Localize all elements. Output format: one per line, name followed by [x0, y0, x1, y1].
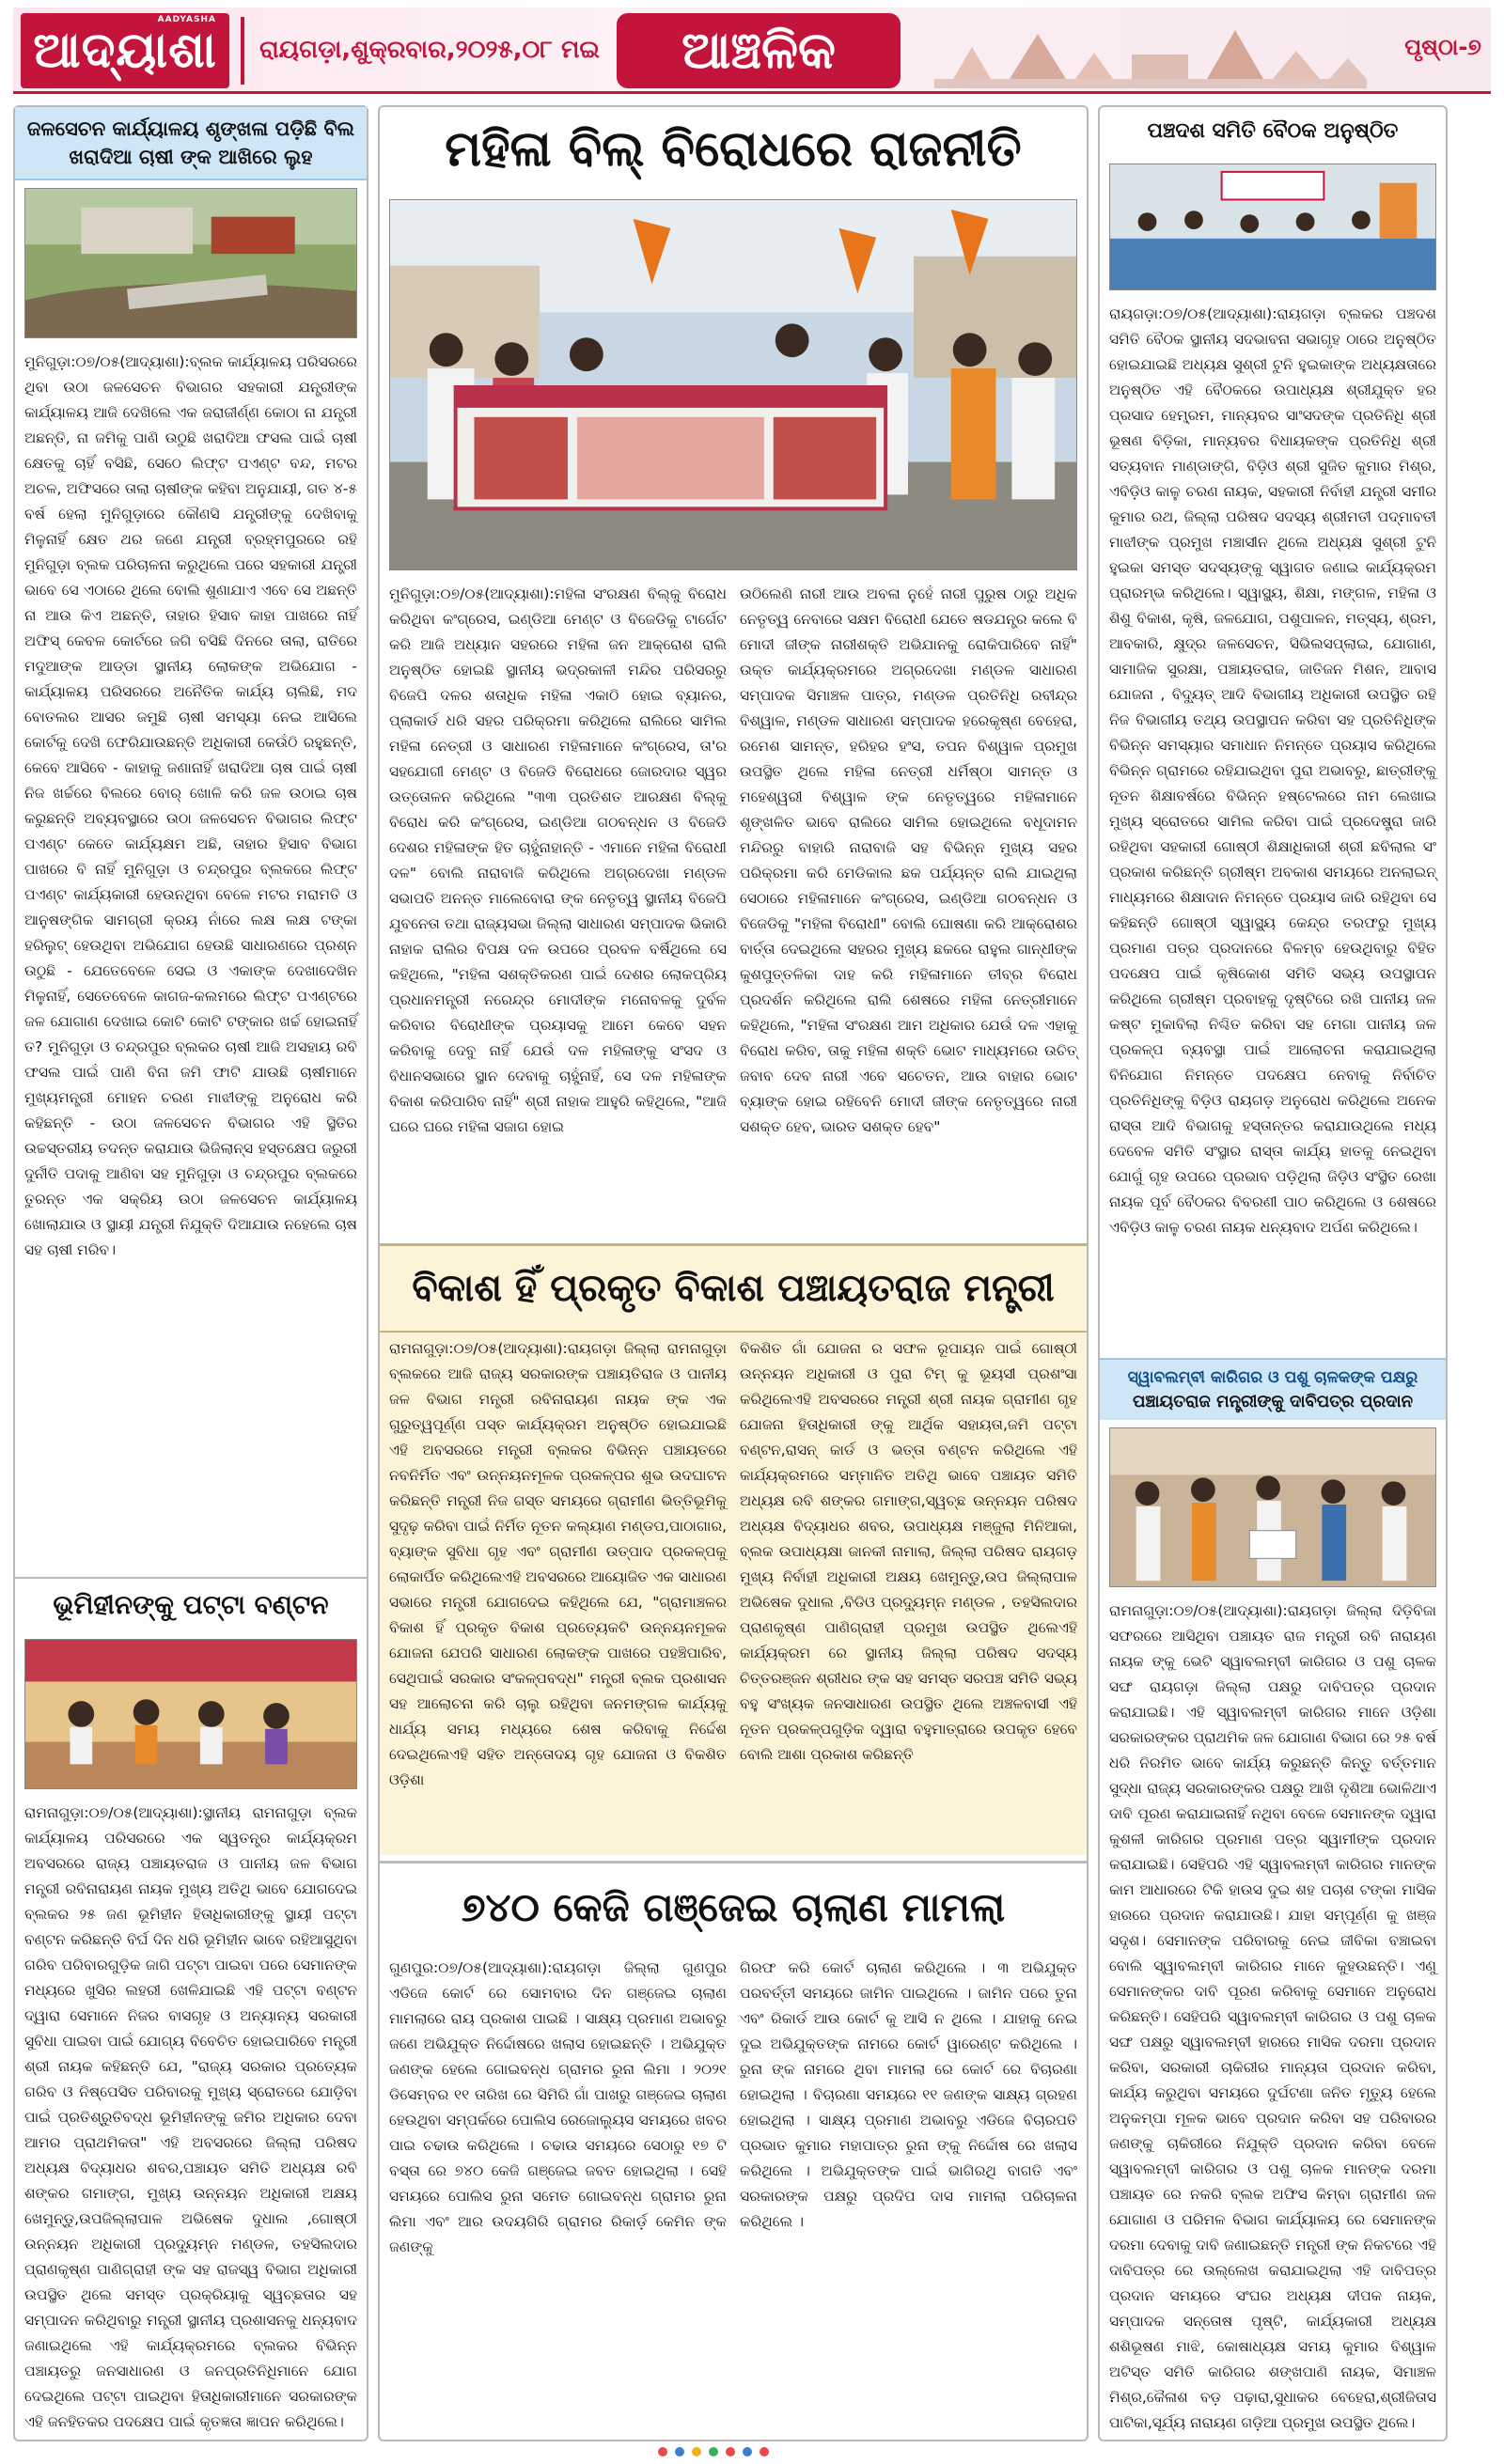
story-development-body-right: ବିକଶିତ ଗାଁ ଯୋଜନା ର ସଫଳ ରୂପାୟନ ପାଇଁ ଗୋଷ୍ଠୀ ଉନ୍ନୟନ ଅଧିକାରୀ ଓ ପୁରା ଟିମ୍ କୁ ଭୂୟସୀ ପ୍ରଶଂସା କରିଥିଲେଏହି ଅବସରରେ ମନ୍ତ୍ରୀ ଶ୍ରୀ ନାୟକ ଗ୍ରାମୀଣ ଗୃହ ଯୋଜନା ହିତାଧିକାରୀ ଙ୍କୁ ଆର୍ଥିକ ସହାୟତା,ଜମି ପଟ୍ଟା ବଣ୍ଟନ,ରାସନ୍ କାର୍ଡ ଓ ଭତ୍ତା ବଣ୍ଟନ କରିଥିଲେ ଏହି କାର୍ଯ୍ୟକ୍ରମରେ ସମ୍ମାନିତ ଅତିଥି ଭାବେ ପଞ୍ଚାୟତ ସମିତି ଅଧ୍ୟକ୍ଷ ରବି ଶଙ୍କର ଗମାଙ୍ଗ,ସ୍ୱଚ୍ଛ ଉନ୍ନୟନ ପରିଷଦ ଅଧ୍ୟକ୍ଷ ବିଦ୍ୟାଧର ଶବର, ଉପାଧ୍ୟକ୍ଷ ମଞ୍ଜୁଲା ମିନିଆକା, ବ୍ଲକ ଉପାଧ୍ୟକ୍ଷା ଜାନକୀ ନାମାଲା, ଜିଲ୍ଲା ପରିଷଦ ରାୟଗଡ଼ ମୁଖ୍ୟ ନିର୍ବାହୀ ଅଧିକାରୀ ଅକ୍ଷୟ ଖେମୁନ୍ଡୁ,ଉପ ଜିଲ୍ଲାପାଳ ଅଭିଷେକ ଦୁଧାଲ ,ବିଡିଓ ପ୍ରଦ୍ୟୁମ୍ନ ମଣ୍ଡଳ , ତହସିଲଦାର ପ୍ରାଣକୃଷ୍ଣ ପାଣିଗ୍ରାହୀ ପ୍ରମୁଖ ଉପସ୍ଥିତ ଥିଲେଏହି କାର୍ଯ୍ୟକ୍ରମ ରେ ସ୍ଥାନୀୟ ଜିଲ୍ଲା ପରିଷଦ ସଦସ୍ୟ ଚିତ୍ତରଞ୍ଜନ ଶ୍ରୀଧର ଙ୍କ ସହ ସମସ୍ତ ସରପଞ୍ଚ ସମିତି ସଭ୍ୟ ବହୁ ସଂଖ୍ୟକ ଜନସାଧାରଣ ଉପସ୍ଥିତ ଥିଲେ ଅଞ୍ଚଳବାସୀ ଏହି ନୂତନ ପ୍ରକଳ୍ପଗୁଡ଼ିକ ଦ୍ୱାରା ବହୁମାତ୍ରାରେ ଉପକୃତ ହେବେ ବୋଲି ଆଶା ପ୍ରକାଶ କରିଛନ୍ତି — [740, 1340, 1077, 1763]
headline-land-patta: ଭୂମିହୀନଙ୍କୁ ପଟ୍ଟା ବଣ୍ଟନ — [15, 1577, 367, 1631]
broken-canal-photo-icon — [24, 188, 357, 338]
headline-panchayat-meeting: ପଞ୍ଚଦଶ ସମିତି ବୈଠକ ଅନୁଷ୍ଠିତ — [1147, 119, 1399, 143]
headline-memorandum-top: ସ୍ୱାବଲମ୍ବୀ କାରିଗର ଓ ପଶୁ ଚାଳକଙ୍କ ପକ୍ଷରୁ — [1127, 1368, 1418, 1387]
story-irrigation-body: ମୁନିଗୁଡ଼ା:୦୭/୦୫(ଆଦ୍ୟାଶା):ବ୍ଲକ କାର୍ଯ୍ୟାଳୟ ପରିସରରେ ଥିବା ଉଠା ଜଳସେଚନ ବିଭାଗର ସହକାରୀ ଯନ୍ତ୍ରୀଙ୍କ କାର୍ଯ୍ୟାଳୟ ଆଜି ଦେଖିଲେ ଏକ ଜରାଜୀର୍ଣ୍ଣ କୋଠା ନା ଯନ୍ତ୍ରୀ ଅଛନ୍ତି, ନା ଜମିକୁ ପାଣି ଉଠୁଛି ଖରାଦିଆ ଫସଲ ପାଇଁ ଚାଷୀ କ୍ଷେତକୁ ଚାହିଁ ବସିଛି, ସେଠେ ଲିଫ୍ଟ ପଏଣ୍ଟ ବନ୍ଦ, ମଟର ଅଚଳ, ଅଫିସରେ ତାଲା ଚାଷୀଙ୍କ କହିବା ଅନୁଯାୟୀ, ଗତ ୪-୫ ବର୍ଷ ହେଲା ମୁନିଗୁଡ଼ାରେ କୌଣସି ଯନ୍ତ୍ରୀଙ୍କୁ ଦେଖିବାକୁ ମିଳୁନାହିଁ କ୍ଷେତ ଥର ଜଣେ ଯନ୍ତ୍ରୀ ବ୍ରହ୍ମପୁରରେ ରହି ମୁନିଗୁଡ଼ା ବ୍ଲକ ପରିଚାଳନା କରୁଥିଲେ ପରେ ସହକାରୀ ଯନ୍ତ୍ରୀ ଭାବେ ସେ ଏଠାରେ ଥିଲେ ବୋଲି ଶୁଣାଯାଏ ଏବେ ସେ ଅଛନ୍ତି ନା ଆଉ କିଏ ଅଛନ୍ତି, ତାହାର ହିସାବ କାହା ପାଖରେ ନାହିଁ ଅଫିସ୍ କେବଳ କୋର୍ଟରେ ଜଗି ବସିଛି ଦିନରେ ତାଲା, ରାତିରେ ମଦୁଆଙ୍କ ଆଡ୍ଡା ସ୍ଥାନୀୟ ଲୋକଙ୍କ ଅଭିଯୋଗ - କାର୍ଯ୍ୟାଳୟ ପରିସରରେ ଅନୈତିକ କାର୍ଯ୍ୟ ଚାଲିଛି, ମଦ ବୋତଲର ଆସର ଜମୁଛି ଚାଷୀ ସମସ୍ୟା ନେଇ ଆସିଲେ କୋର୍ଟକୁ ଦେଖି ଫେରିଯାଉଛନ୍ତି ଅଧିକାରୀ କେଉଁଠି ରହୁଛନ୍ତି, କେବେ ଆସିବେ - କାହାକୁ ଜଣାନାହିଁ ଖରାଦିଆ ଚାଷ ପାଇଁ ଚାଷୀ ନିଜ ଖର୍ଚ୍ଚରେ ବିଲରେ ବୋର୍ ଖୋଳି କରି ଜଳ ଉଠାଇ ଚାଷ କରୁଛନ୍ତି ଅବ୍ୟବସ୍ଥାରେ ଉଠା ଜଳସେଚନ ବିଭାଗର ଲିଫ୍ଟ ପଏଣ୍ଟ କେତେ କାର୍ଯ୍ୟକ୍ଷମ ଅଛି, ତାହାର ହିସାବ ବିଭାଗ ପାଖରେ ବି ନାହିଁ ମୁନିଗୁଡ଼ା ଓ ଚନ୍ଦ୍ରପୁର ବ୍ଲକରେ ଲିଫ୍ଟ ପଏଣ୍ଟ କାର୍ଯ୍ୟକାରୀ ହେଉନଥିବା ବେଳେ ମଟର ମରାମତି ଓ ଆନୁଷଙ୍ଗିକ ସାମଗ୍ରୀ କ୍ରୟ ନାଁରେ ଲକ୍ଷ ଲକ୍ଷ ଟଙ୍କା ହରିଲୁଟ୍ ହେଉଥିବା ଅଭିଯୋଗ ହେଉଛି ସାଧାରଣରେ ପ୍ରଶ୍ନ ଉଠୁଛି - ଯେତେବେଳେ ସେଇ ଓ ଏକାଙ୍କ ଦେଖାଦେଖିନ ମିଳୁନାହିଁ, ସେତେବେଳେ କାଗଜ-କଲମରେ ଲିଫ୍ଟ ପଏଣ୍ଟରେ ଜଳ ଯୋଗାଣ ଦେଖାଇ କୋଟି କୋଟି ଟଙ୍କାର ଖର୍ଚ୍ଚ ହୋଇନାହିଁ ତ? ମୁନିଗୁଡ଼ା ଓ ଚନ୍ଦ୍ରପୁର ବ୍ଲକର ଚାଷୀ ଆଜି ଅସହାୟ ରବି ଫସଲ ପାଇଁ ପାଣି ବିନା ଜମି ଫାଟି ଯାଉଛି ଚାଷୀମାନେ ମୁଖ୍ୟମନ୍ତ୍ରୀ ମୋହନ ଚରଣ ମାଝୀଙ୍କୁ ଅନୁରୋଧ କରି କହିଛନ୍ତି - ଉଠା ଜଳସେଚନ ବିଭାଗର ଏହି ସ୍ଥିତିର ଉଚ୍ଚସ୍ତରୀୟ ତଦନ୍ତ କରାଯାଉ ଭିଜିଲାନ୍ସ ହସ୍ତକ୍ଷେପ ଜରୁରୀ ଦୁର୍ନୀତି ପଦାକୁ ଆଣିବା ସହ ମୁନିଗୁଡ଼ା ଓ ଚନ୍ଦ୍ରପୁର ବ୍ଲକରେ ତୁରନ୍ତ ଏକ ସକ୍ରିୟ ଉଠା ଜଳସେଚନ କାର୍ଯ୍ୟାଳୟ ଖୋଲାଯାଉ ଓ ସ୍ଥାୟୀ ଯନ୍ତ୍ରୀ ନିଯୁକ୍ତି ଦିଆଯାଉ ନହେଲେ ଚାଷ ସହ ଚାଷୀ ମରିବ। — [24, 353, 357, 1258]
memorandum-headline-box — [1100, 1358, 1446, 1420]
story-panchayat-meeting-body: ରାୟଗଡ଼ା:୦୭/୦୫(ଆଦ୍ୟାଶା):ରାୟଗଡ଼ା ବ୍ଲକର ପଞ୍ଚଦଶ ସମିତି ବୈଠକ ସ୍ଥାନୀୟ ସଦଭାବନା ସଭାଗୃହ ଠାରେ ଅନୁଷ୍ଠିତ ହୋଇଯାଇଛି ଅଧ୍ୟକ୍ଷ ସୁଶ୍ରୀ ଟୁନି ହୁଇକାଙ୍କ ଅଧ୍ୟକ୍ଷତାରେ ଅନୁଷ୍ଠିତ ଏହି ବୈଠକରେ ଉପାଧ୍ୟକ୍ଷ ଶ୍ରୀଯୁକ୍ତ ହର ପ୍ରସାଦ ହେମ୍ବ୍ରମ, ମାନ୍ୟବର ସାଂସଦଙ୍କ ପ୍ରତିନିଧି ଶ୍ରୀ ଭୂଷଣ ବିଡ଼ିକା, ମାନ୍ୟବର ବିଧାୟକଙ୍କ ପ୍ରତିନିଧି ଶ୍ରୀ ସତ୍ୟବାନ ମାଣ୍ଡାଙ୍ଗି, ବିଡ଼ିଓ ଶ୍ରୀ ସୁଜିତ କୁମାର ମିଶ୍ର, ଏବିଡ଼ିଓ କାଳୁ ଚରଣ ନାୟକ, ସହକାରୀ ନିର୍ବାହୀ ଯନ୍ତ୍ରୀ ସମୀର କୁମାର ରଥ, ଜିଲ୍ଲା ପରିଷଦ ସଦସ୍ୟ ଶ୍ରୀମତୀ ପଦ୍ମାବତୀ ମାଝୀଙ୍କ ପ୍ରମୁଖ ମଞ୍ଚାସୀନ ଥିଲେ ଅଧ୍ୟକ୍ଷ ସୁଶ୍ରୀ ଟୁନି ହୁଇକା ସମସ୍ତ ସଦସ୍ୟଙ୍କୁ ସ୍ୱାଗତ ଜଣାଇ କାର୍ଯ୍ୟକ୍ରମ ପ୍ରାରମ୍ଭ କରିଥିଲେ। ସ୍ୱାସ୍ଥ୍ୟ, ଶିକ୍ଷା, ମଙ୍ଗଳ, ମହିଳା ଓ ଶିଶୁ ବିକାଶ, କୃଷି, ଜଳଯୋଗ, ପଶୁପାଳନ, ମତ୍ସ୍ୟ, ଶ୍ରମ, ଆବକାରି, କ୍ଷୁଦ୍ର ଜଳସେଚନ, ସିଭିଲସପ୍ଲାଇ, ଯୋଗାଣ, ସାମାଜିକ ସୁରକ୍ଷା, ପଞ୍ଚାୟତରାଜ, ଜାତିଜନ ମିଶନ, ଆବାସ ଯୋଜନା , ବିଦ୍ୟୁତ୍ ଆଦି ବିଭାଗୀୟ ଅଧିକାରୀ ଉପସ୍ଥିତ ରହି ନିଜ ବିଭାଗୀୟ ତଥ୍ୟ ଉପସ୍ଥାପନ କରିବା ସହ ପ୍ରତିନିଧିଙ୍କ ବିଭିନ୍ନ ସମସ୍ୟାର ସମାଧାନ ନିମନ୍ତେ ପ୍ରୟାସ କରିଥିଲେ ବିଭିନ୍ନ ଗ୍ରାମରେ ରହିଯାଇଥିବା ପୁରା ଅଭାବରୁ, ଛାତ୍ରୀଙ୍କୁ ନୂତନ ଶିକ୍ଷାବର୍ଷରେ ବିଭିନ୍ନ ହଷ୍ଟେଲରେ ନାମ ଲେଖାଇ ମୁଖ୍ୟ ସ୍ରୋତରେ ସାମିଲ କରିବା ପାଇଁ ପ୍ରଦେଷ୍ଟ୍ରା ଜାରି ରହିଥିବା ସହକାରୀ ଗୋଷ୍ଠୀ ଶିକ୍ଷାଧିକାରୀ ଶ୍ରୀ ଛବିଲାଲ ସଂ ପ୍ରକାଶ କରିଛନ୍ତି ଗ୍ରୀଷ୍ମ ଅବକାଶ ସମୟରେ ଅନଲାଇନ୍ ମାଧ୍ୟମରେ ଶିକ୍ଷାଦାନ ନିମନ୍ତେ ପ୍ରୟାସ ଜାରି ରହିଥିବା ସେ କହିଛନ୍ତି ଗୋଷ୍ଠୀ ସ୍ୱାସ୍ଥ୍ୟ କେନ୍ଦ୍ର ତରଫରୁ ମୁଖ୍ୟ ପ୍ରମାଣ ପତ୍ର ପ୍ରଦାନରେ ବିଳମ୍ବ ହେଉଥିବାରୁ ବିହିତ ପଦକ୍ଷେପ ପାଇଁ କୃଷିକୋଶ ସମିତି ସଭ୍ୟ ଉପସ୍ଥାପନ କରିଥିଲେ ଗ୍ରୀଷ୍ମ ପ୍ରବାହକୁ ଦୃଷ୍ଟିରେ ରଖି ପାନୀୟ ଜଳ କଷ୍ଟ ମୁକାବିଲା ନିଶ୍ଚିତ କରିବା ସହ ମେଗା ପାନୀୟ ଜଳ ପ୍ରକଳ୍ପ ବ୍ୟବସ୍ଥା ପାଇଁ ଆଲୋଚନା କରାଯାଇଥିଲା ବିନିଯୋଗ ନିମନ୍ତେ ପଦକ୍ଷେପ ନେବାକୁ ନିର୍ବାଚିତ ପ୍ରତିନିଧିଙ୍କୁ ବିଡ଼ିଓ ରାୟଗଡ଼ ଅନୁରୋଧ କରିଥିଲେ ଅନେକ ରାସ୍ତା ଆଦି ବିଭାଗକୁ ହସ୍ତାନ୍ତର କରାଯାଉଥିଲେ ମଧ୍ୟ ଦେବେଳ ସମିତି ସଂସ୍ଥାର ରାସ୍ତା କାର୍ଯ୍ୟ ହାତକୁ ନେଇଥିବା ଯୋଗୁଁ ଗୃହ ଉପରେ ପ୍ରଭାବ ପଡ଼ିଥିଲା ଜିଡ଼ିଓ ସଂସ୍ଥିତ ରେଖା ନାୟକ ପୂର୍ବ ବୈଠକର ବିବରଣୀ ପାଠ କରିଥିଲେ ଓ ଶେଷରେ ଏବିଡ଼ିଓ କାଳୁ ଚରଣ ନାୟକ ଧନ୍ୟବାଦ ଅର୍ପଣ କରିଥିଲେ। — [1109, 305, 1436, 1236]
meeting-hall-photo-icon — [1109, 164, 1436, 290]
development-story-panel — [380, 1243, 1087, 1333]
stage-ceremony-photo-icon — [24, 1639, 357, 1789]
story-women-bill-body-right: ଉଠିଲେଣି ନାରୀ ଆଉ ଅବଳା ନୁହେଁ ନାରୀ ପୁରୁଷ ଠାରୁ ଅଧିକ ନେତୃତ୍ୱ ନେବାରେ ସକ୍ଷମ ବିରୋଧୀ ଯେତେ ଷଡଯନ୍ତ୍ର କଲେ ବି ମୋଦୀ ଜୀଙ୍କ ନାରୀଶକ୍ତି ଅଭିଯାନକୁ ରୋକିପାରିବେ ନାହିଁ" ଉକ୍ତ କାର୍ଯ୍ୟକ୍ରମରେ ଅଗ୍ରଦେଖା ମଣ୍ଡଳ ସାଧାରଣ ସମ୍ପାଦକ ସିମାଞ୍ଚଳ ପାତ୍ର, ମଣ୍ଡଳ ପ୍ରତିନିଧି ରବୀନ୍ଦ୍ର ବିଶ୍ୱାଳ, ମଣ୍ଡଳ ସାଧାରଣ ସମ୍ପାଦକ ହରେକୃଷ୍ଣ ବେହେରା, ରମେଶ ସାମନ୍ତ, ହରିହର ହଂସ, ତପନ ବିଶ୍ୱାଳ ପ୍ରମୁଖ ଉପସ୍ଥିତ ଥିଲେ ମହିଳା ନେତ୍ରୀ ଧର୍ମିଷ୍ଠା ସାମନ୍ତ ଓ ମହେଶ୍ୱରୀ ବିଶ୍ୱାଳ ଙ୍କ ନେତୃତ୍ୱରେ ମହିଳାମାନେ ଶୃଙ୍ଖଳିତ ଭାବେ ରାଲିରେ ସାମିଲ ହୋଇଥିଲେ ବଧୂଦାମନ ମନ୍ଦିରରୁ ବାହାରି ନାରାବାଜି ସହ ବିଭିନ୍ନ ମୁଖ୍ୟ ସହର ପରିକ୍ରମା କରି ମେଡିକାଲ ଛକ ପର୍ଯ୍ୟନ୍ତ ରାଲି ଯାଇଥିଲା ସେଠାରେ ମହିଳାମାନେ କଂଗ୍ରେସ, ଇଣ୍ଡିଆ ଗଠବନ୍ଧନ ଓ ବିଜେଡିକୁ "ମହିଳା ବିରୋଧୀ" ବୋଲି ଘୋଷଣା କରି ଆକ୍ରୋଶର ବାର୍ତ୍ତା ଦେଇଥିଲେ ସହରର ମୁଖ୍ୟ ଛକରେ ରାହୁଲ ଗାନ୍ଧୀଙ୍କ କୁଶପୁତ୍ତଳିକା ଦାହ କରି ମହିଳାମାନେ ତୀବ୍ର ବିରୋଧ ପ୍ରଦର୍ଶନ କରିଥିଲେ ରାଲି ଶେଷରେ ମହିଳା ନେତ୍ରୀମାନେ କହିଥିଲେ, "ମହିଳା ସଂରକ୍ଷଣ ଆମ ଅଧିକାର ଯେଉଁ ଦଳ ଏହାକୁ ବିରୋଧ କରିବ, ତାକୁ ମହିଳା ଶକ୍ତି ଭୋଟ ମାଧ୍ୟମରେ ଉଚିତ୍ ଜବାବ ଦେବ ନାରୀ ଏବେ ସଚେତନ, ଆଉ ବାହାର ଭୋଟ ବ୍ୟାଙ୍କ ହୋଇ ରହିବେନି ମୋଦୀ ଜୀଙ୍କ ନେତୃତ୍ୱରେ ନାରୀ ସଶକ୍ତ ହେବ, ଭାରତ ସଶକ୍ତ ହେବ" — [740, 585, 1077, 1135]
right-column — [1098, 105, 1448, 2441]
left-column — [13, 105, 368, 2441]
rally-with-banner-photo-icon — [389, 199, 1077, 570]
headline-development-minister: ବିକାଶ ହିଁ ପ୍ରକୃତ ବିକାଶ ପଞ୍ଚାୟତରାଜ ମନ୍ତ୍ରୀ — [412, 1267, 1055, 1310]
dateline: ରାୟଗଡ଼ା,ଶୁକ୍ରବାର,୨୦୨୫,୦୮ ମଇ — [259, 36, 601, 64]
story-ganja-body — [380, 1952, 1087, 2373]
newspaper-logo — [21, 13, 229, 88]
dot-icon — [743, 2447, 752, 2456]
story-ganja-body-right: ଗିରଫ କରି କୋର୍ଟ ଚାଲାଣ କରିଥିଲେ । ୩ ଅଭିଯୁକ୍ତ ପରବର୍ତ୍ତୀ ସମୟରେ ଜାମିନ ପାଇଥିଲେ । ଜାମିନ ପରେ ତୁନା ଏବଂ ରିକାର୍ଡ ଆଉ କୋର୍ଟ କୁ ଆସି ନ ଥିଲେ । ଯାହାକୁ ନେଇ ଦୁଇ ଅଭିଯୁକ୍ତଙ୍କ ନାମରେ କୋର୍ଟ ୱାରେଣ୍ଟ କରିଥିଲେ । ରୁନା ଙ୍କ ନାମରେ ଥିବା ମାମଲା ରେ କୋର୍ଟ ରେ ବିଚାରଣା ହୋଇଥିଲା । ବିଚାରଣା ସମୟରେ ୧୧ ଜଣଙ୍କ ସାକ୍ଷ୍ୟ ଗ୍ରହଣ ହୋଇଥିଲା । ସାକ୍ଷ୍ୟ ପ୍ରମାଣ ଅଭାବରୁ ଏଡିଜେ ବିଚାରପତି ପ୍ରଭାତ କୁମାର ମହାପାତ୍ର ରୁନା ଙ୍କୁ ନିର୍ଦ୍ଦୋଷ ରେ ଖଲାସ କରିଥିଲେ । ଅଭିଯୁକ୍ତଙ୍କ ପାଇଁ ଭାଗିରଥି ବାଗତି ଏବଂ ସରକାରଙ୍କ ପକ୍ଷରୁ ପ୍ରଦିପ ଦାସ ମାମଲା ପରିଚାଳନା କରିଥିଲେ । — [740, 1959, 1077, 2230]
section-banner: ଆଞ୍ଚଳିକ — [617, 13, 901, 88]
story-women-bill-body — [380, 578, 1087, 1234]
headline-women-bill: ମହିଳା ବିଲ୍ ବିରୋଧରେ ରାଜନୀତି — [445, 121, 1022, 178]
story-land-patta-body: ରାମନାଗୁଡ଼ା:୦୭/୦୫(ଆଦ୍ୟାଶା):ସ୍ଥାନୀୟ ରାମନାଗୁଡ଼ା ବ୍ଲକ କାର୍ଯ୍ୟାଳୟ ପରିସରରେ ଏକ ସ୍ୱତନ୍ତ୍ର କାର୍ଯ୍ୟକ୍ରମ ଅବସରରେ ରାଜ୍ୟ ପଞ୍ଚାୟତରାଜ ଓ ପାନୀୟ ଜଳ ବିଭାଗ ମନ୍ତ୍ରୀ ରବିନାରାୟଣ ନାୟକ ମୁଖ୍ୟ ଅତିଥି ଭାବେ ଯୋଗଦେଇ ବ୍ଲକର ୨୫ ଜଣ ଭୂମିହୀନ ହିତାଧିକାରୀଙ୍କୁ ସ୍ଥାୟୀ ପଟ୍ଟା ବଣ୍ଟନ କରିଛନ୍ତି ବିର୍ଘ ଦିନ ଧରି ଭୂମିହୀନ ଭାବେ ରହିଆସୁଥିବା ଗରିବ ପରିବାରଗୁଡ଼ିକ ଜାଗି ପଟ୍ଟା ପାଇବା ପରେ ସେମାନଙ୍କ ମଧ୍ୟରେ ଖୁସିର ଲହରୀ ଖେଳିଯାଇଛି ଏହି ପଟ୍ଟା ବଣ୍ଟନ ଦ୍ୱାରା ସେମାନେ ନିଜର ବାସଗୃହ ଓ ଅନ୍ୟାନ୍ୟ ସରକାରୀ ସୁବିଧା ପାଇବା ପାଇଁ ଯୋଗ୍ୟ ବିବେଚିତ ହୋଇପାରିବେ ମନ୍ତ୍ରୀ ଶ୍ରୀ ନାୟକ କହିଛନ୍ତି ଯେ, "ରାଜ୍ୟ ସରକାର ପ୍ରତ୍ୟେକ ଗରିବ ଓ ନିଷ୍ପେସିତ ପରିବାରକୁ ମୁଖ୍ୟ ସ୍ରୋତରେ ଯୋଡ଼ିବା ପାଇଁ ପ୍ରତିଶ୍ରୁତିବଦ୍ଧ ଭୂମିହୀନଙ୍କୁ ଜମିର ଅଧିକାର ଦେବା ଆମର ପ୍ରାଥମିକତା" ଏହି ଅବସରରେ ଜିଲ୍ଲା ପରିଷଦ ଅଧ୍ୟକ୍ଷ ବିଦ୍ୟାଧର ଶବର,ପଞ୍ଚାୟତ ସମିତି ଅଧ୍ୟକ୍ଷ ରବି ଶଙ୍କର ଗମାଙ୍ଗ, ମୁଖ୍ୟ ଉନ୍ନୟନ ଅଧିକାରୀ ଅକ୍ଷୟ ଖେମୁନ୍ଡୁ,ଉପଜିଲ୍ଲାପାଳ ଅଭିଷେକ ଦୁଧାଲ ,ଗୋଷ୍ଠୀ ଉନ୍ନୟନ ଅଧିକାରୀ ପ୍ରଦ୍ୟୁମ୍ନ ମଣ୍ଡଳ, ତହସିଲଦାର ପ୍ରାଣକୃଷ୍ଣ ପାଣିଗ୍ରାହୀ ଙ୍କ ସହ ରାଜସ୍ୱ ବିଭାଗ ଅଧିକାରୀ ଉପସ୍ଥିତ ଥିଲେ ସମସ୍ତ ପ୍ରକ୍ରିୟାକୁ ସ୍ୱଚ୍ଛତାର ସହ ସମ୍ପାଦନ କରିଥିବାରୁ ମନ୍ତ୍ରୀ ସ୍ଥାନୀୟ ପ୍ରଶାସନକୁ ଧନ୍ୟବାଦ ଜଣାଇଥିଲେ ଏହି କାର୍ଯ୍ୟକ୍ରମରେ ବ୍ଲକର ବିଭିନ୍ନ ପଞ୍ଚାୟତରୁ ଜନସାଧାରଣ ଓ ଜନପ୍ରତିନିଧିମାନେ ଯୋଗ ଦେଇଥିଲେ ପଟ୍ଟା ପାଇଥିବା ହିତାଧିକାରୀମାନେ ସରକାରଙ୍କ ଏହି ଜନହିତକର ପଦକ୍ଷେପ ପାଇଁ କୃତଜ୍ଞତା ଜ୍ଞାପନ କରିଥିଲେ। — [24, 1804, 357, 2430]
dot-icon — [709, 2447, 718, 2456]
dot-icon — [675, 2447, 684, 2456]
story-women-bill-body-left: ମୁନିଗୁଡ଼ା:୦୭/୦୫(ଆଦ୍ୟାଶା):ମହିଳା ସଂରକ୍ଷଣ ବିଲ୍‌କୁ ବିରୋଧ କରିଥିବା କଂଗ୍ରେସ, ଇଣ୍ଡିଆ ମେଣ୍ଟ ଓ ବିଜେଡିକୁ ଟାର୍ଗେଟ କରି ଆଜି ଅଧ୍ୟାନ ସହରରେ ମହିଳା ଜନ ଆକ୍ରୋଶ ରାଲି ଅନୁଷ୍ଠିତ ହୋଇଛି ସ୍ଥାନୀୟ ଭଦ୍ରକାଳୀ ମନ୍ଦିର ପରିସରରୁ ବିଜେପି ଦଳର ଶତାଧିକ ମହିଳା ଏକାଠି ହୋଇ ବ୍ୟାନର, ପ୍ଲାକାର୍ଡ ଧରି ସହର ପରିକ୍ରମା କରିଥିଲେ ରାଲିରେ ସାମିଲ ମହିଳା ନେତ୍ରୀ ଓ ସାଧାରଣ ମହିଳାମାନେ କଂଗ୍ରେସ, ତା'ର ସହଯୋଗୀ ମେଣ୍ଟ ଓ ବିଜେଡି ବିରୋଧରେ ଜୋରଦାର ସ୍ୱର ଉତ୍ତୋଳନ କରିଥିଲେ "୩୩ ପ୍ରତିଶତ ଆରକ୍ଷଣ ବିଲ୍‌କୁ ବିରୋଧ କରି କଂଗ୍ରେସ, ଇଣ୍ଡିଆ ଗଠବନ୍ଧନ ଓ ବିଜେଡି ଦେଶର ମହିଳାଙ୍କ ହିତ ଚାହୁଁନାହାନ୍ତି - ଏମାନେ ମହିଳା ବିରୋଧୀ ଦଳ" ବୋଲି ନାରାବାଜି କରିଥିଲେ ଅଗ୍ରଦେଖା ମଣ୍ଡଳ ସଭାପତି ଅନନ୍ତ ମାଲେବୋରା ଙ୍କ ନେତୃତ୍ୱ ସ୍ଥାନୀୟ ବିଜେପି ଯୁବନେତା ତଥା ରାଜ୍ୟସଭା ଜିଲ୍ଲା ସାଧାରଣ ସମ୍ପାଦକ ଭିକାରି ନାହାକ ରାଲିର ବିପକ୍ଷ ଦଳ ଉପରେ ପ୍ରବଳ ବର୍ଷିଥିଲେ ସେ କହିଥିଲେ, "ମହିଳା ସଶକ୍ତିକରଣ ପାଇଁ ଦେଶର ଲୋକପ୍ରିୟ ପ୍ରଧାନମନ୍ତ୍ରୀ ନରେନ୍ଦ୍ର ମୋଦୀଙ୍କ ମନୋବଳକୁ ଦୁର୍ବଳ କରିବାର ବିରୋଧୀଙ୍କ ପ୍ରୟାସକୁ ଆମେ କେବେ ସହନ କରିବାକୁ ଦେବୁ ନାହିଁ ଯେଉଁ ଦଳ ମହିଳାଙ୍କୁ ସଂସଦ ଓ ବିଧାନସଭାରେ ସ୍ଥାନ ଦେବାକୁ ଚାହୁଁନାହିଁ, ସେ ଦଳ ମହିଳାଙ୍କ ବିକାଶ କରିପାରିବ ନାହିଁ" ଶ୍ରୀ ନାହାକ ଆହୁରି କହିଥିଲେ, "ଆଜି ଘରେ ଘରେ ମହିଳା ସଜାଗ ହୋଇ — [389, 585, 727, 1135]
dot-icon — [692, 2447, 701, 2456]
headline-memorandum-main: ପଞ୍ଚାୟତରାଜ ମନ୍ତ୍ରୀଙ୍କୁ ଦାବିପତ୍ର ପ୍ରଦାନ — [1133, 1392, 1413, 1411]
logo-latin-text: AADYASHA — [157, 15, 216, 24]
memorandum-handover-photo-icon — [1109, 1427, 1436, 1587]
story-ganja-body-left: ଗୁଣପୁର:୦୭/୦୫(ଆଦ୍ୟାଶା):ରାୟଗଡ଼ା ଜିଲ୍ଲା ଗୁଣପୁର ଏଡିଜେ କୋର୍ଟ ରେ ସୋମବାର ଦିନ ଗଞ୍ଜେଇ ଚାଲାଣ ମାମଲାରେ ରାୟ ପ୍ରକାଶ ପାଇଛି । ସାକ୍ଷ୍ୟ ପ୍ରମାଣ ଅଭାବରୁ ଜଣେ ଅଭିଯୁକ୍ତ ନିର୍ଦ୍ଦୋଷରେ ଖଲାସ ହୋଇଛନ୍ତି । ଅଭିଯୁକ୍ତ ଜଣଙ୍କ ହେଲେ ଗୋଇବନ୍ଧ ଗ୍ରାମର ରୁନା ଲିମା । ୨୦୨୧ ଡିସେମ୍ବର ୧୧ ତାରିଖ ରେ ସିମିରି ଗାଁ ପାଖରୁ ଗଞ୍ଜେଇ ଚାଲାଣ ହେଉଥିବା ସମ୍ପର୍କରେ ପୋଲିସ ରେଜୋଲ୍ୟୁସ ସମୟରେ ଖବର ପାଇ ଚଢାଉ କରିଥିଲେ । ଚଢାଉ ସମୟରେ ସେଠାରୁ ୧୭ ଟି ବସ୍ତା ରେ ୭୪୦ କେଜି ଗଞ୍ଜେଇ ଜବତ ହୋଇଥିଲା । ସେହି ସମୟରେ ପୋଲିସ ରୁନା ସମେତ ଗୋଇବନ୍ଧ ଗ୍ରାମର ରୁନା ଲିମା ଏବଂ ଆର ଉଦୟଗିରି ଗ୍ରାମର ରିକାର୍ଡ଼ କେମିନ ଙ୍କ ଜଣଙ୍କୁ — [389, 1959, 727, 2255]
dot-icon — [760, 2447, 769, 2456]
page-number: ପୃଷ୍ଠା-୭ — [1404, 34, 1481, 60]
story-development-body — [380, 1333, 1087, 1855]
dot-icon — [726, 2447, 735, 2456]
temple-skyline-icon — [934, 26, 1367, 88]
story-development-body-left: ରାମନାଗୁଡ଼ା:୦୭/୦୫(ଆଦ୍ୟାଶା):ରାୟଗଡ଼ା ଜିଲ୍ଲା ରାମନାଗୁଡ଼ା ବ୍ଲକରେ ଆଜି ରାଜ୍ୟ ସରକାରଙ୍କ ପଞ୍ଚାୟତିରାଜ ଓ ପାନୀୟ ଜଳ ବିଭାଗ ମନ୍ତ୍ରୀ ରବିନାରାୟଣ ନାୟକ ଙ୍କ ଏକ ଗୁରୁତ୍ୱପୂର୍ଣ୍ଣ ପସ୍ତ କାର୍ଯ୍ୟକ୍ରମ ଅନୁଷ୍ଠିତ ହୋଇଯାଇଛି ଏହି ଅବସରରେ ମନ୍ତ୍ରୀ ବ୍ଲକର ବିଭିନ୍ନ ପଞ୍ଚାୟତରେ ନବନିର୍ମିତ ଏବଂ ଉନ୍ନୟନମୂଳକ ପ୍ରକଳ୍ପର ଶୁଭ ଉଦଘାଟନ କରିଛନ୍ତି ମନ୍ତ୍ରୀ ନିଜ ଗସ୍ତ ସମୟରେ ଗ୍ରାମୀଣ ଭିତ୍ତିଭୂମିକୁ ସୁଦୃଢ଼ କରିବା ପାଇଁ ନିର୍ମିତ ନୂତନ କଲ୍ୟାଣ ମଣ୍ଡପ,ପାଠାଗାର, ବ୍ୟାଙ୍କ ସୁବିଧା ଗୃହ ଏବଂ ଗ୍ରାମୀଣ ଉତ୍ପାଦ ପ୍ରକଳ୍ପକୁ ଲୋକାର୍ପିତ କରିଥିଲେଏହି ଅବସରରେ ଆୟୋଜିତ ଏକ ସାଧାରଣ ସଭାରେ ମନ୍ତ୍ରୀ ଯୋଗଦେଇ କହିଥିଲେ ଯେ, "ଗ୍ରାମାଞ୍ଚଳର ବିକାଶ ହିଁ ପ୍ରକୃତ ବିକାଶ ପ୍ରତ୍ୟେକଟି ଉନ୍ନୟନମୂଳକ ଯୋଜନା ଯେପରି ସାଧାରଣ ଲୋକଙ୍କ ପାଖରେ ପହଞ୍ଚିପାରିବ, ସେଥିପାଇଁ ସରକାର ସଂକଳ୍ପବଦ୍ଧ" ମନ୍ତ୍ରୀ ବ୍ଲକ ପ୍ରଶାସନ ସହ ଆଲୋଚନା କରି ଚାଲୁ ରହିଥିବା ଜନମଙ୍ଗଳ କାର୍ଯ୍ୟକୁ ଧାର୍ଯ୍ୟ ସମୟ ମଧ୍ୟରେ ଶେଷ କରିବାକୁ ନିର୍ଦ୍ଦେଶ ଦେଇଥିଲେଏହି ସହିତ ଅନ୍ତୋଦୟ ଗୃହ ଯୋଜନା ଓ ବିକଶିତ ଓଡ଼ିଶା — [389, 1340, 727, 1788]
page-indicator-dots — [658, 2447, 769, 2456]
logo-text: ଆଦ୍ୟାଶା — [33, 23, 217, 79]
middle-column — [378, 105, 1089, 2441]
headline-irrigation: ଜଳସେଚନ କାର୍ଯ୍ୟାଳୟ ଶୃଙ୍ଖଳା ପଡ଼ିଛି ବିଲ ଖରାଦିଆ ଚାଷୀ ଙ୍କ ଆଖିରେ ଲୁହ — [15, 107, 367, 180]
story-memorandum-body: ରାମନାଗୁଡ଼ା:୦୭/୦୫(ଆଦ୍ୟାଶା):ରାୟଗଡ଼ା ଜିଲ୍ଲା ଦିଡ଼ିବିଜା ସଫରରେ ଆସିଥିବା ପଞ୍ଚାୟତ ରାଜ ମନ୍ତ୍ରୀ ରବି ନାରାୟଣ ନାୟକ ଙ୍କୁ ଭେଟି ସ୍ୱାବଲମ୍ବୀ କାରିଗର ଓ ପଶୁ ଚାଳକ ସଙ୍ଘ ରାୟଗଡ଼ା ଜିଲ୍ଲା ପକ୍ଷରୁ ଦାବିପତ୍ର ପ୍ରଦାନ କରାଯାଇଛି। ଏହି ସ୍ୱାବଲମ୍ବୀ କାରିଗର ମାନେ ଓଡ଼ିଶା ସରକାରଙ୍କର ପ୍ରାଥମିକ ଜଳ ଯୋଗାଣ ବିଭାଗ ରେ ୨୫ ବର୍ଷ ଧରି ନିରମିତ ଭାବେ କାର୍ଯ୍ୟ କରୁଛନ୍ତି କିନ୍ତୁ ବର୍ତ୍ତମାନ ସୁଦ୍ଧା ରାଜ୍ୟ ସରକାରଙ୍କର ପକ୍ଷରୁ ଆଖି ଦୃଶିଆ ଭୋଳିଥାଏ ଦାବି ପୂରଣ କରାଯାଇନାହିଁ ନଥିବା ବେଳେ ସେମାନଙ୍କ ଦ୍ୱାରା କୁଶଳୀ କାରିଗର ପ୍ରମାଣ ପତ୍ର ସ୍ୱାମୀଙ୍କ ପ୍ରଦାନ କରାଯାଇଛି। ସେହିପରି ଏହି ସ୍ୱାବଲମ୍ବୀ କାରିଗର ମାନଙ୍କ କାମ ଆଧାରରେ ଟିକି ହାଉସ ଦୁଇ ଶହ ପଚାଶ ଟଙ୍କା ମାସିକ ହାରରେ ପ୍ରଦାନ କରାଯାଉଛି। ଯାହା ସମ୍ପୂର୍ଣ୍ଣ କୁ ଖଞ୍ଜ ସଦୃଶ। ସେମାନଙ୍କ ପରିବାରକୁ ନେଇ ଜୀବିକା ବଞ୍ଚାଇବା ବୋଲି ସ୍ୱାବଲମ୍ବୀ କାରିଗର ମାନେ କୁହଉଛନ୍ତି। ଏଣୁ ସେମାନଙ୍କର ଦାବି ପୂରଣ କରିବାକୁ ସେମାନେ ଅନୁରୋଧ କରିଛନ୍ତି। ସେହିପରି ସ୍ୱାବଲମ୍ବୀ କାରିଗର ଓ ପଶୁ ଚାଳକ ସଙ୍ଘ ପକ୍ଷରୁ ସ୍ୱାବଲମ୍ବୀ ହାରରେ ମାସିକ ଦରମା ପ୍ରଦାନ କରିବା, ସରକାରୀ ଚାକିରୀର ମାନ୍ୟତା ପ୍ରଦାନ କରିବା, କାର୍ଯ୍ୟ କରୁଥିବା ସମୟରେ ଦୁର୍ଘଟଣା ଜନିତ ମୃତ୍ୟୁ ହେଲେ ଅନୁକମ୍ପା ମୂଳକ ଭାବେ ପ୍ରଦାନ କରିବା ସହ ପରିବାରର ଜଣଙ୍କୁ ଚାକିରୀରେ ନିଯୁକ୍ତି ପ୍ରଦାନ କରିବା ବେଳେ ସ୍ୱାବଲମ୍ବୀ କାରିଗର ଓ ପଶୁ ଚାଳକ ମାନଙ୍କ ଦରମା ପଞ୍ଚାୟତ ରେ ନକରି ବ୍ଲକ ଅଫିସ କିମ୍ବା ଗ୍ରାମୀଣ ଜଳ ଯୋଗାଣ ଓ ପରିମଳ ବିଭାଗ କାର୍ଯ୍ୟାଳୟ ରେ ସେମାନଙ୍କ ଦରମା ଦେବାକୁ ଦାବି ଜଣାଇଛନ୍ତି ମନ୍ତ୍ରୀ ଙ୍କ ନିକଟରେ ଏହି ଦାବିପତ୍ର ରେ ଉଲ୍ଲେଖ କରାଯାଇଥିଲା ଏହି ଦାବିପତ୍ର ପ୍ରଦାନ ସମୟରେ ସଂଘର ଅଧ୍ୟକ୍ଷ ଦୀପକ ନାୟକ, ସମ୍ପାଦକ ସନ୍ତୋଷ ପୃଷ୍ଟି, କାର୍ଯ୍ୟକାରୀ ଅଧ୍ୟକ୍ଷ ଶଶିଭୂଷଣ ମାଝି, କୋଷାଧ୍ୟକ୍ଷ ସମୟ କୁମାର ବିଶ୍ୱାଳ ଅଟିସ୍ତ ସମିତି କାରିଗର ଶଙ୍ଖପାଣି ନାୟକ, ସିମାଞ୍ଚଳ ମିଶ୍ର,କୈଳାଶ ବଡ଼ ପଢ଼ାରା,ସୁଧାକର ବେହେରା,ଶ୍ରୀଜିତାସ ପାଟିକା,ସୂର୍ଯ୍ୟ ନାରାୟଣ ଗଡ଼ିଆ ପ୍ରମୁଖ ଉପସ୍ଥିତ ଥିଲେ। — [1109, 1602, 1436, 2431]
dot-icon — [658, 2447, 667, 2456]
headline-ganja-case: ୭୪୦ କେଜି ଗଞ୍ଜେଇ ଚାଲାଣ ମାମଲା — [380, 1861, 1087, 1952]
masthead-divider — [241, 17, 244, 85]
masthead — [13, 8, 1491, 94]
